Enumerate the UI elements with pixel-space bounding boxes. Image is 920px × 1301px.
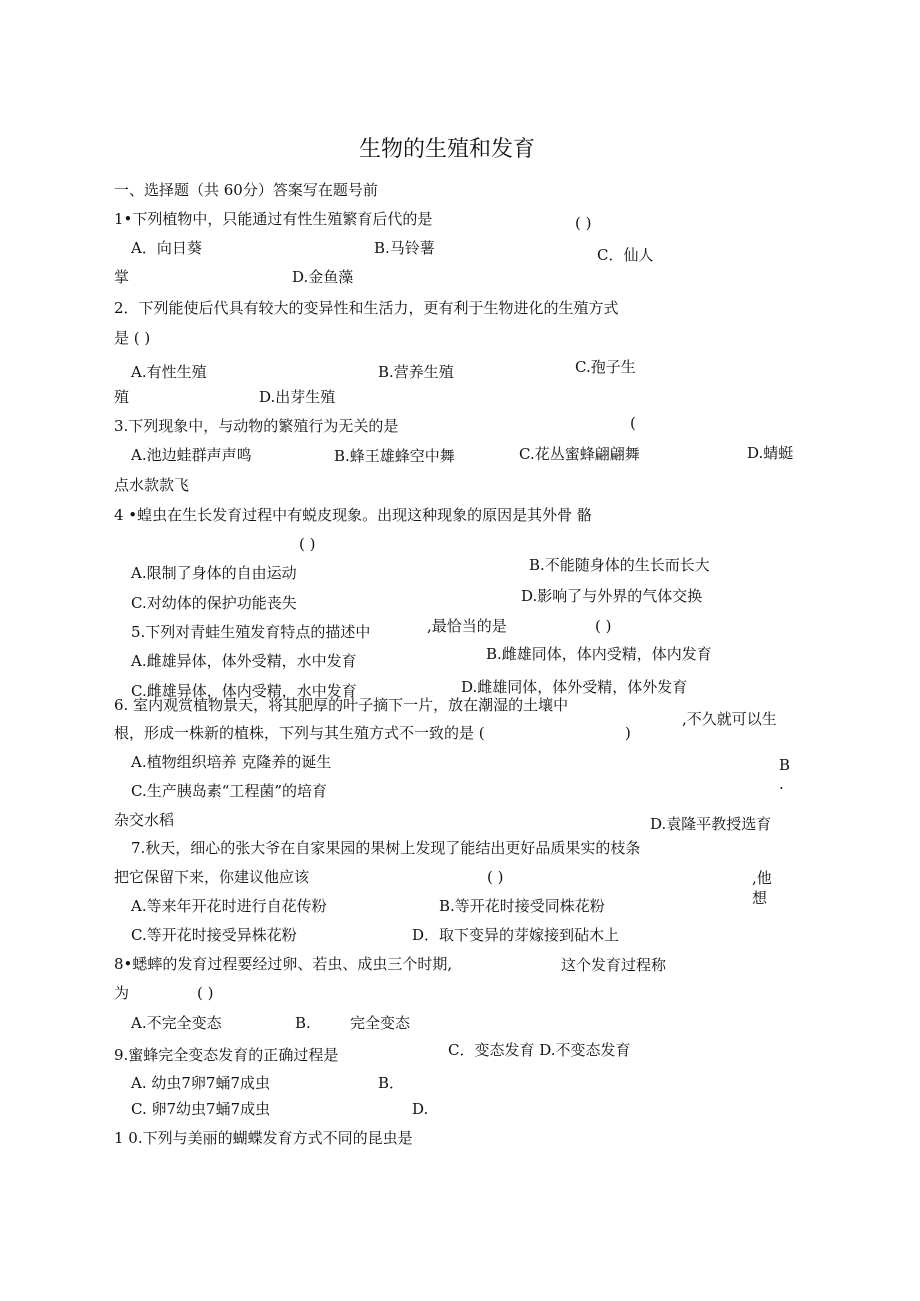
q5-option-a: A.雌雄异体，体外受精，水中发育 (131, 652, 357, 670)
q7-stem-cont: ,他 (752, 869, 772, 887)
q4-option-a: A.限制了身体的自由运动 (131, 564, 297, 582)
q7-option-c: C.等开花时接受异株花粉 (131, 926, 297, 944)
q8-stem-line2: 为 (114, 984, 130, 1002)
q8-stem-line1: 8•蟋蟀的发育过程要经过卵、若虫、成虫三个时期, (114, 955, 453, 973)
q7-stem-cont-2: 想 (752, 889, 768, 907)
q2-option-c-cont: 殖 (114, 388, 130, 406)
q4-stem: 4 •蝗虫在生长发育过程中有蜕皮现象。出现这种现象的原因是其外骨 骼 (114, 506, 592, 524)
section-heading: 一、选择题（共 60分）答案写在题号前 (114, 181, 378, 199)
q6-answer-paren: ) (625, 724, 631, 742)
q6-option-d: D.袁隆平教授选育 (650, 815, 772, 833)
q2-option-a: A.有性生殖 (131, 363, 207, 381)
q3-option-d: D.蜻蜓 (747, 444, 794, 462)
q5-option-c: C.雌雄异体，体内受精，水中发育 (131, 682, 357, 700)
q3-option-c: C.花丛蜜蜂翩翩舞 (519, 445, 640, 463)
q1-option-b: B.马铃薯 (374, 239, 435, 257)
q2-option-d: D.出芽生殖 (259, 388, 336, 406)
q8-stem-cont: 这个发育过程称 (561, 956, 667, 974)
q2-stem-line2: 是 ( ) (114, 329, 151, 347)
document-title: 生物的生殖和发育 (359, 137, 536, 162)
q3-option-b: B.蜂王雄蜂空中舞 (334, 447, 455, 465)
q6-option-b: B (779, 756, 791, 774)
q6-stem-cont: ,不久就可以生 (682, 710, 777, 728)
q8-option-b: 完全变态 (350, 1014, 411, 1032)
q4-answer-paren: ( ) (299, 535, 316, 553)
q7-option-b: B.等开花时接受同株花粉 (439, 897, 605, 915)
q2-option-b: B.营养生殖 (378, 363, 454, 381)
q9-option-b: B． (378, 1074, 405, 1092)
q6-stem-line1: 6. 室内观赏植物景天，将其肥厚的叶子摘下一片，放在潮湿的土壤中 (114, 696, 569, 714)
q9-option-a: A. 幼虫7卵7蛹7成虫 (131, 1074, 270, 1092)
q7-option-a: A.等来年开花时进行自花传粉 (131, 897, 327, 915)
q2-option-c: C.孢子生 (575, 358, 636, 376)
q5-stem: 5.下列对青蛙生殖发育特点的描述中 (131, 623, 371, 641)
q9-stem: 9.蜜蜂完全变态发育的正确过程是 (114, 1046, 339, 1064)
q6-option-b-dot: · (779, 779, 784, 797)
q1-stem: 1•下列植物中，只能通过有性生殖繁育后代的是 (114, 210, 433, 228)
q6-option-b-text: 杂交水稻 (114, 811, 175, 829)
q4-option-b: B.不能随身体的生长而长大 (529, 556, 710, 574)
q7-option-d: D．取下变异的芽嫁接到砧木上 (412, 926, 620, 944)
q3-stem: 3.下列现象中，与动物的繁殖行为无关的是 (114, 417, 399, 435)
q6-option-c: C.生产胰岛素“工程菌”的培育 (131, 782, 328, 800)
q8-option-a: A.不完全变态 (131, 1014, 222, 1032)
q1-option-d: D.金鱼藻 (292, 268, 354, 286)
q3-option-d-cont: 点水款款飞 (114, 476, 190, 494)
q4-option-d: D.影响了与外界的气体交换 (521, 587, 703, 605)
q9-option-d: D. (412, 1100, 429, 1118)
q3-option-a: A.池边蛙群声声鸣 (131, 446, 252, 464)
q7-stem-line1: 7.秋天，细心的张大爷在自家果园的果树上发现了能结出更好品质果实的枝条 (131, 839, 641, 857)
q8-option-cd: C．变态发育 D.不变态发育 (448, 1041, 631, 1059)
q4-option-c: C.对幼体的保护功能丧失 (131, 594, 297, 612)
q10-stem: 1 0.下列与美丽的蝴蝶发育方式不同的昆虫是 (114, 1129, 413, 1147)
q5-option-b: B.雌雄同体，体内受精，体内发育 (486, 645, 712, 663)
q1-answer-paren: ( ) (575, 214, 592, 232)
q2-stem-line1: 2．下列能使后代具有较大的变异性和生活力，更有利于生物进化的生殖方式 (114, 299, 619, 317)
q9-option-c: C. 卵7幼虫7蛹7成虫 (131, 1100, 271, 1118)
q1-option-c: C．仙人 (597, 246, 654, 264)
q8-answer-paren: ( ) (197, 984, 214, 1002)
q6-option-a: A.植物组织培养 克隆养的诞生 (131, 753, 332, 771)
q5-stem-cont: ,最恰当的是 (427, 617, 507, 635)
q6-stem-line2: 根，形成一株新的植株，下列与其生殖方式不一致的是 ( (114, 724, 485, 742)
q7-answer-paren: ( ) (487, 868, 504, 886)
q1-option-c-cont: 掌 (114, 268, 130, 286)
q3-answer-paren: ( (630, 414, 636, 432)
q5-answer-paren: ( ) (595, 617, 612, 635)
q8-option-b-label: B. (295, 1014, 311, 1032)
q7-stem-line2: 把它保留下来，你建议他应该 (114, 868, 310, 886)
q1-option-a: A．向日葵 (131, 239, 202, 257)
q5-option-d: D.雌雄同体，体外受精，体外发育 (461, 678, 688, 696)
